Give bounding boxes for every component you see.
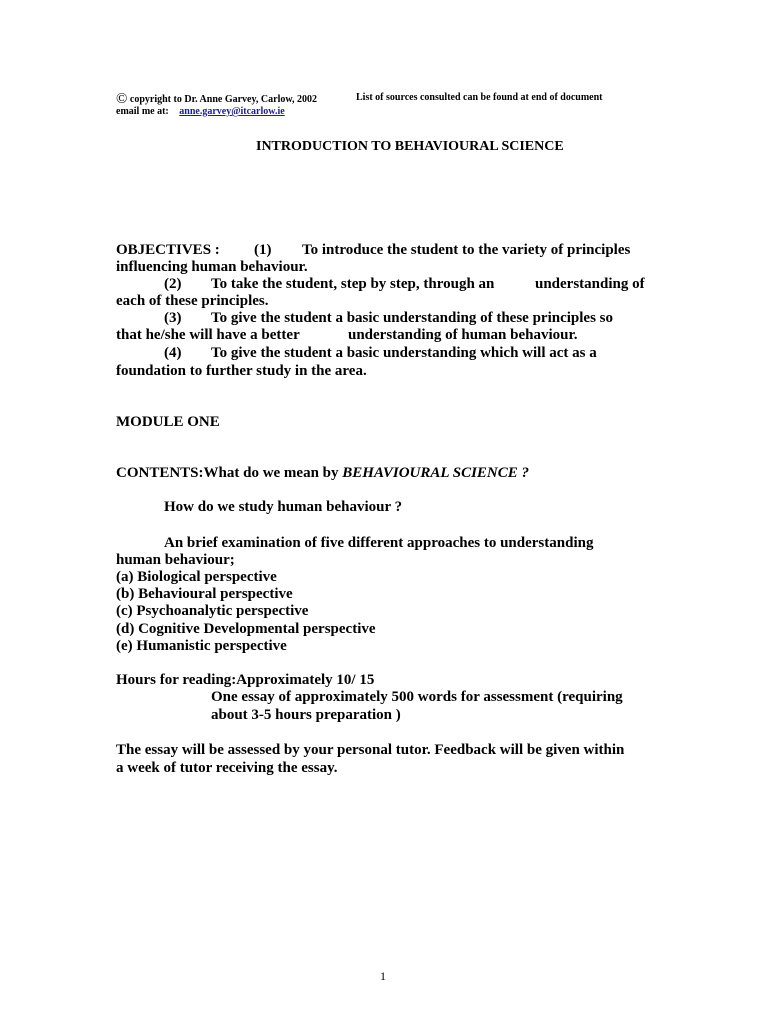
objective-1-line2: influencing human behaviour. xyxy=(116,259,308,275)
contents-label-italic: BEHAVIOURAL SCIENCE ? xyxy=(342,465,530,481)
assessment-line2: a week of tutor receiving the essay. xyxy=(116,760,338,776)
objective-4-num: (4) xyxy=(164,345,182,361)
module-heading: MODULE ONE xyxy=(116,414,220,430)
objective-2-line1b: understanding of xyxy=(535,276,645,292)
document-title: INTRODUCTION TO BEHAVIOURAL SCIENCE xyxy=(256,139,564,154)
objective-3-num: (3) xyxy=(164,310,182,326)
contents-line xyxy=(116,465,529,482)
email-label: email me at: xyxy=(116,106,169,117)
sources-note: List of sources consulted can be found at end of document xyxy=(356,92,603,103)
objective-3-line2b: understanding of human behaviour. xyxy=(348,327,578,343)
perspective-item: (c) Psychoanalytic perspective xyxy=(116,603,309,619)
contents-label: CONTENTS:What do we mean by xyxy=(116,465,343,481)
objective-4-line1: To give the student a basic understanding which will act as a xyxy=(211,345,597,361)
objective-4-line2: foundation to further study in the area. xyxy=(116,363,367,379)
contents-question: How do we study human behaviour ? xyxy=(164,499,403,515)
objectives-label: OBJECTIVES : xyxy=(116,242,220,258)
perspective-item: (b) Behavioural perspective xyxy=(116,586,293,602)
perspective-item: (e) Humanistic perspective xyxy=(116,638,287,654)
email-link[interactable]: anne.garvey@itcarlow.ie xyxy=(179,106,285,117)
essay-line2: about 3-5 hours preparation ) xyxy=(211,707,401,723)
objective-1-num: (1) xyxy=(254,242,272,258)
copyright-text: copyright to Dr. Anne Garvey, Carlow, 2002 xyxy=(129,94,318,105)
email-line xyxy=(116,106,285,117)
objective-3-line1: To give the student a basic understanding of these principles so xyxy=(211,310,613,326)
essay-line1: One essay of approximately 500 words for assessment (requiring xyxy=(211,689,623,705)
objective-2-line1a: To take the student, step by step, through an xyxy=(211,276,495,292)
hours-label: Hours for reading:Approximately 10/ 15 xyxy=(116,672,375,688)
copyright-line xyxy=(116,90,317,107)
objective-2-line2: each of these principles. xyxy=(116,293,269,309)
objective-2-num: (2) xyxy=(164,276,182,292)
approaches-line1: An brief examination of five different approaches to understanding xyxy=(164,535,594,551)
objective-1-line1: To introduce the student to the variety of principles xyxy=(302,242,631,258)
perspective-item: (a) Biological perspective xyxy=(116,569,277,585)
page-number: 1 xyxy=(380,969,386,983)
copyright-symbol: © xyxy=(116,91,128,107)
perspective-item: (d) Cognitive Developmental perspective xyxy=(116,621,376,637)
assessment-line1: The essay will be assessed by your personal tutor. Feedback will be given within xyxy=(116,742,625,758)
approaches-line2: human behaviour; xyxy=(116,552,235,568)
objective-3-line2a: that he/she will have a better xyxy=(116,327,300,343)
